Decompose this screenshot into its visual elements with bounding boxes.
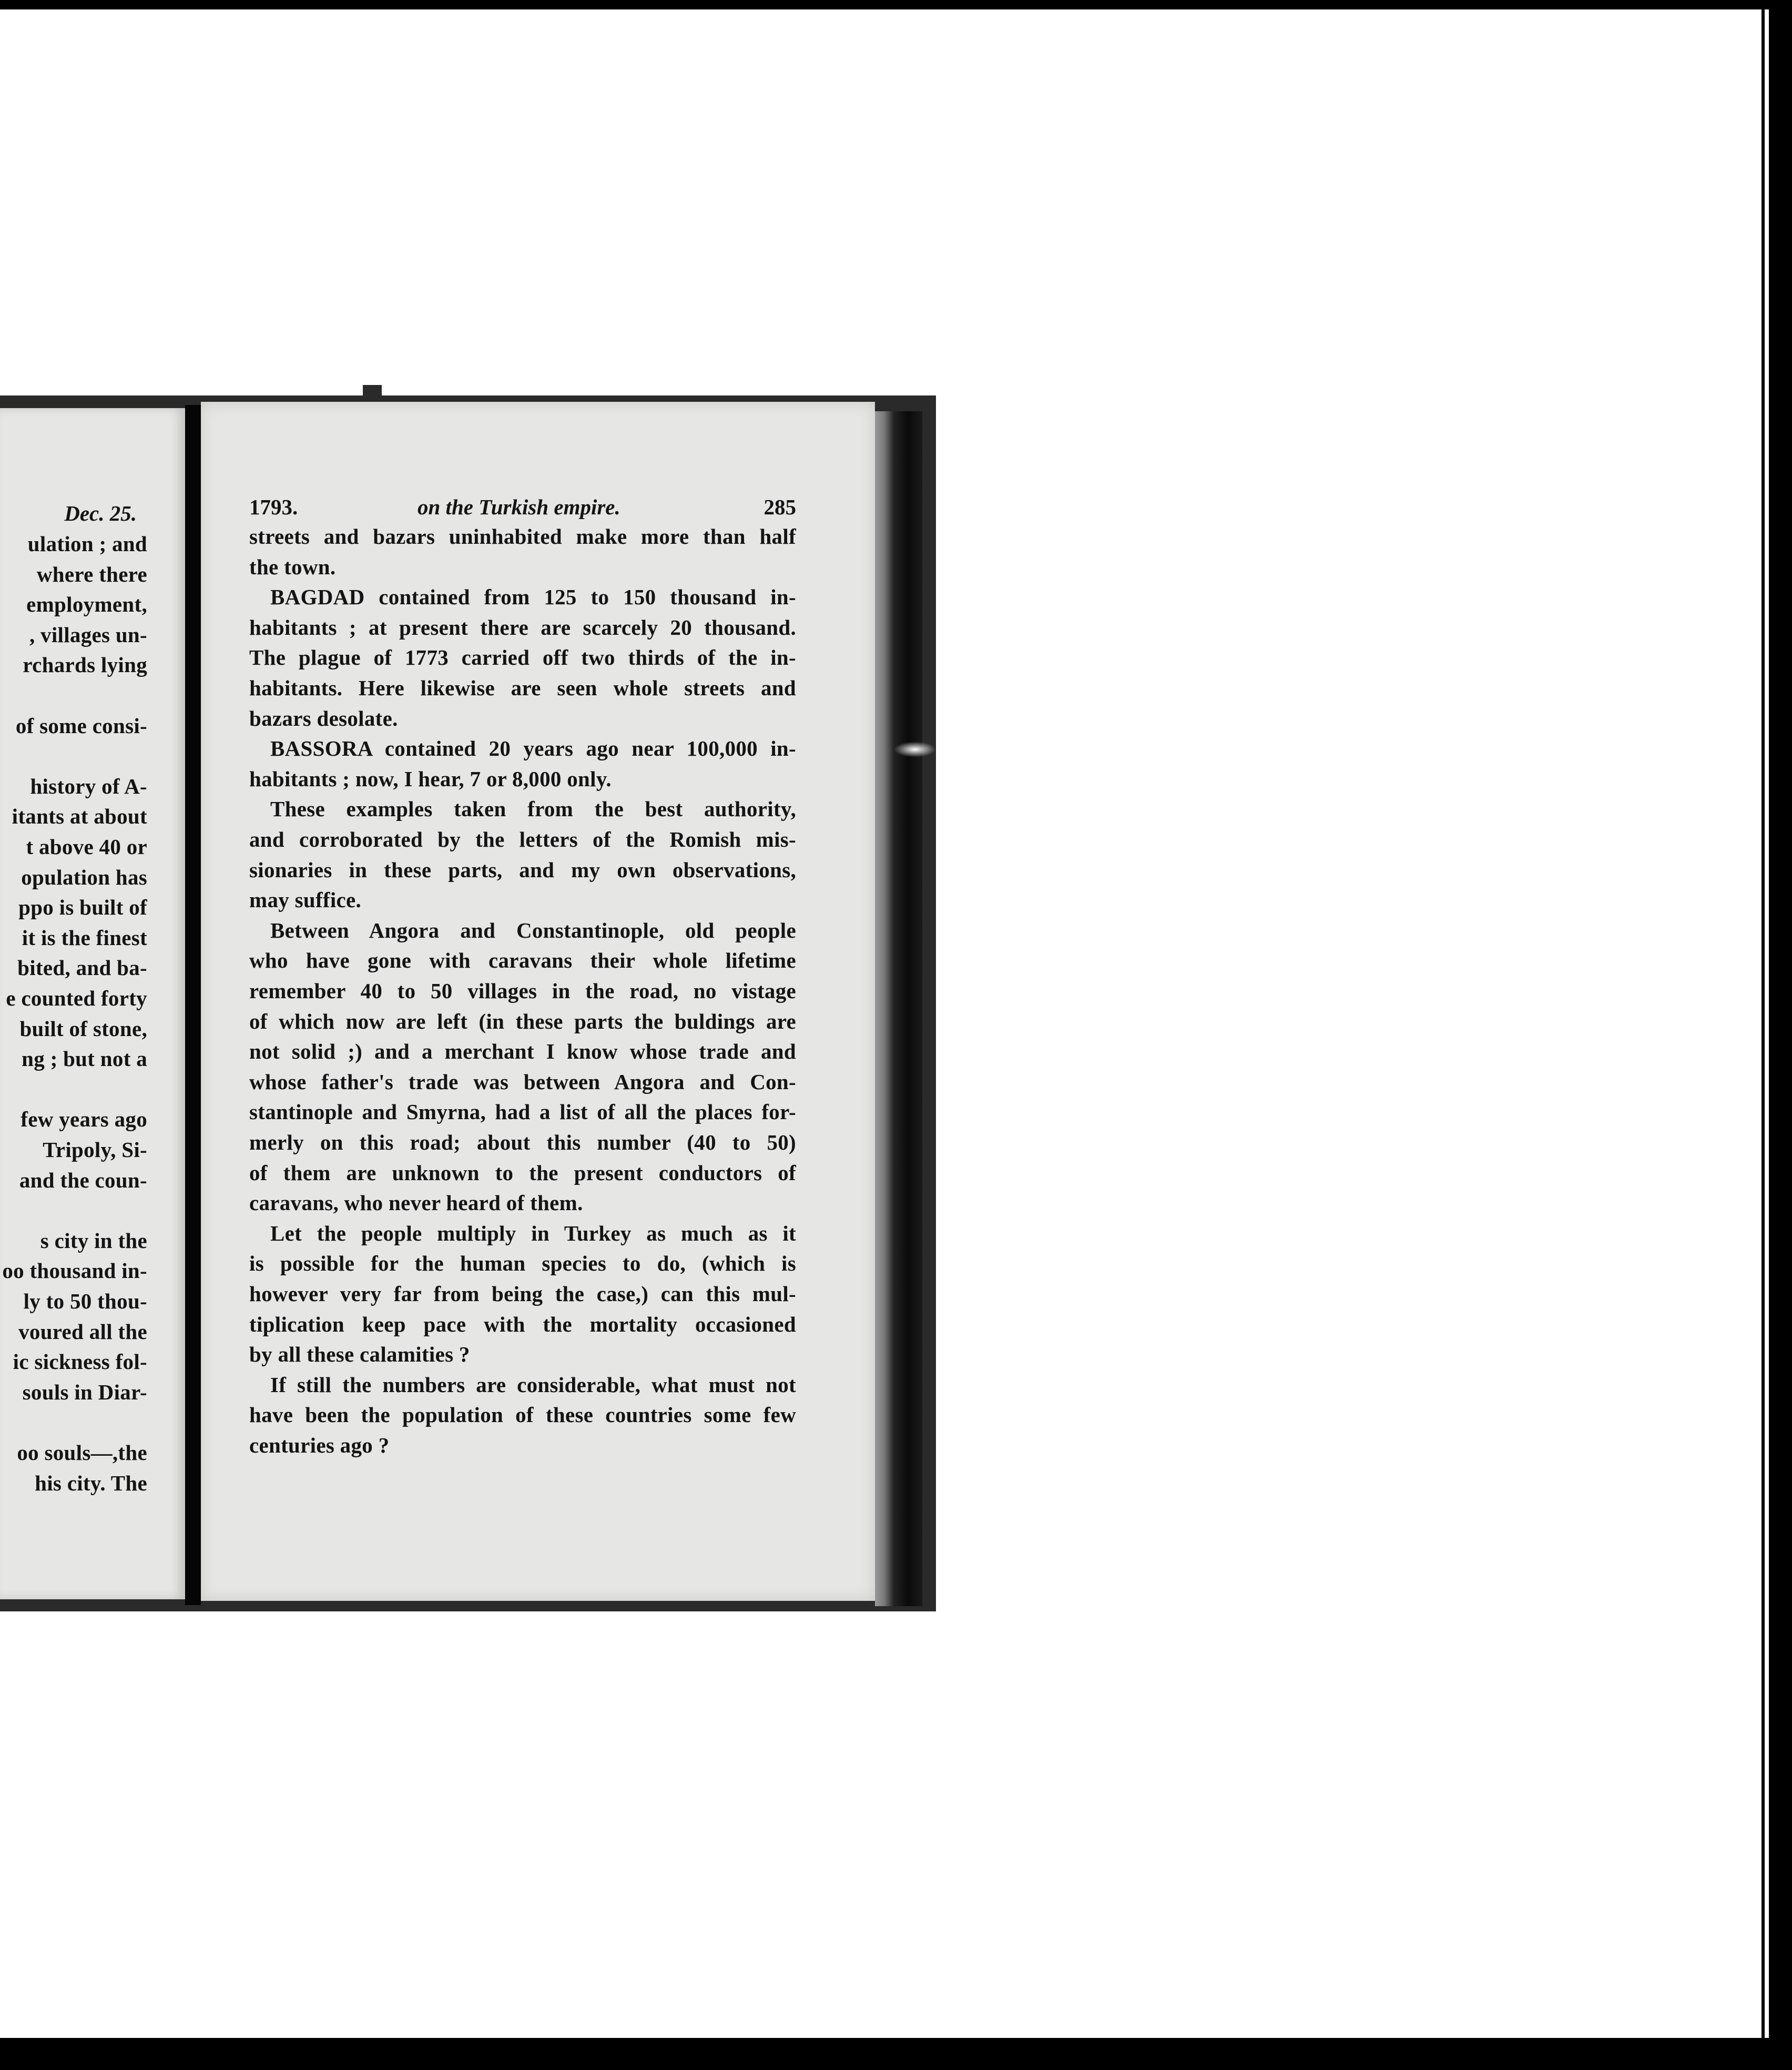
left-text-line: ng ; but not a [22, 1047, 147, 1071]
text-line: merly on this road; about this number (40 to 50) [249, 1130, 796, 1154]
text-line: centuries ago ? [249, 1433, 390, 1457]
left-text-line: opulation has [21, 865, 147, 889]
book-gutter [185, 405, 201, 1605]
left-text-line: ppo is built of [18, 895, 147, 920]
left-text-line: Tripoly, Si- [43, 1138, 147, 1162]
text-line: The plague of 1773 carried off two thirds of the in- [249, 645, 796, 670]
left-running-head: Dec. 25. [64, 501, 137, 525]
left-text-line: t above 40 or [26, 835, 147, 859]
text-line: Let the people multiply in Turkey as much as it [270, 1221, 796, 1245]
left-text-line: ic sickness fol- [13, 1349, 147, 1374]
text-line: habitants ; now, I hear, 7 or 8,000 only. [249, 766, 612, 791]
text-line: BASSORA contained 20 years ago near 100,000 in- [270, 736, 796, 761]
running-head-year: 1793. [249, 495, 298, 519]
left-text-line: , villages un- [29, 622, 147, 647]
running-head [249, 492, 796, 522]
text-line: remember 40 to 50 villages in the road, no vistage [249, 979, 796, 1003]
text-line: sionaries in these parts, and my own observations, [249, 857, 796, 882]
left-text-line: itants at about [12, 804, 147, 829]
text-line: Between Angora and Constantinople, old people [270, 918, 796, 942]
running-head-title: on the Turkish empire. [418, 495, 620, 519]
text-line: whose father's trade was between Angora and Con- [249, 1069, 796, 1094]
text-line: BAGDAD contained from 125 to 150 thousand in- [270, 585, 796, 610]
left-text-line: souls in Diar- [22, 1379, 147, 1404]
open-book [0, 395, 936, 1611]
text-line: who have gone with caravans their whole lifetime [249, 948, 796, 973]
left-text-line: e counted forty [6, 986, 147, 1010]
left-text-line: built of stone, [19, 1016, 147, 1041]
text-line: habitants ; at present there are scarcely 20 thousand. [249, 615, 796, 640]
left-text-line: ulation ; and [27, 532, 147, 556]
text-line: bazars desolate. [249, 706, 398, 730]
text-line: caravans, who never heard of them. [249, 1191, 583, 1215]
text-line: of them are unknown to the present conductors of [249, 1160, 796, 1185]
left-text-line: ly to 50 thou- [23, 1289, 147, 1313]
left-text-line: where there [36, 562, 147, 586]
text-line: of which now are left (in these parts the buldings are [249, 1009, 796, 1033]
text-line: however very far from being the case,) can this mul- [249, 1282, 796, 1306]
left-text-line: oo souls—,the [17, 1440, 147, 1465]
text-line: If still the numbers are considerable, what must not [270, 1372, 796, 1397]
text-line: not solid ;) and a merchant I know whose trade and [249, 1039, 796, 1064]
text-line: and corroborated by the letters of the Romish mis- [249, 827, 796, 851]
scan-border-right-inner [1762, 9, 1769, 2038]
left-text-line: s city in the [40, 1228, 147, 1253]
left-text-line: rchards lying [23, 653, 147, 677]
left-text-line: of some consi- [15, 713, 147, 738]
text-line: These examples taken from the best authority, [270, 797, 796, 821]
left-text-line: oo thousand in- [2, 1259, 147, 1283]
text-line: the town. [249, 554, 336, 579]
light-glare [894, 742, 936, 757]
text-line: may suffice. [249, 888, 362, 912]
text-line: is possible for the human species to do, (which is [249, 1251, 796, 1276]
text-line: by all these calamities ? [249, 1342, 470, 1367]
text-line: stantinople and Smyrna, had a list of all the places for- [249, 1100, 796, 1124]
page-number: 285 [763, 495, 796, 519]
text-line: habitants. Here likewise are seen whole streets and [249, 676, 796, 700]
scan-border-bottom [0, 2038, 1792, 2070]
page-fore-edge [875, 411, 922, 1606]
left-text-line: employment, [26, 592, 147, 617]
left-text-line: and the coun- [19, 1168, 147, 1192]
text-line: streets and bazars uninhabited make more than half [249, 524, 796, 549]
left-text-line: history of A- [30, 774, 147, 798]
left-page [0, 408, 185, 1599]
left-text-line: few years ago [21, 1107, 147, 1132]
scan-border-top [0, 0, 1792, 9]
right-page [201, 402, 875, 1601]
book-tab [363, 385, 382, 398]
left-text-line: bited, and ba- [17, 956, 147, 980]
left-text-line: voured all the [18, 1319, 147, 1344]
text-line: tiplication keep pace with the mortality occasioned [249, 1312, 796, 1336]
scan-border-right [1766, 0, 1792, 2070]
text-line: have been the population of these countries some few [249, 1403, 796, 1427]
left-text-line: it is the finest [22, 925, 147, 950]
left-text-line: his city. The [35, 1470, 147, 1495]
